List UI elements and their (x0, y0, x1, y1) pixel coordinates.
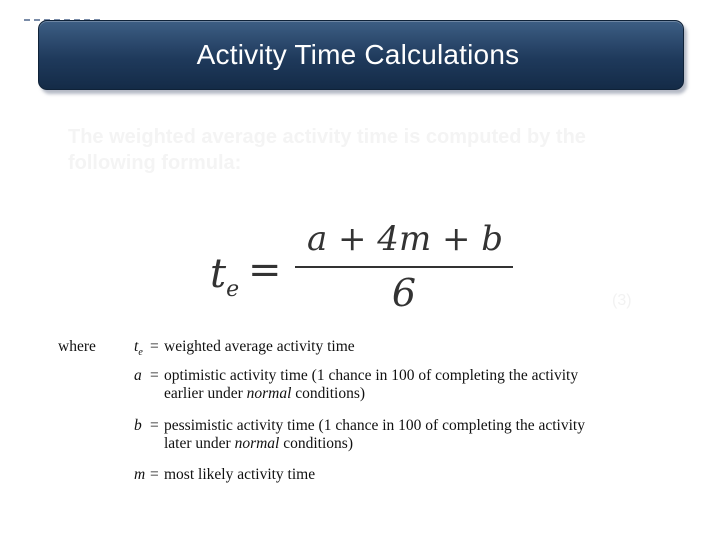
line-emphasis: normal (246, 385, 292, 402)
definition-symbol: a (134, 367, 142, 384)
formula-numerator: a + 4m + b (306, 219, 504, 259)
formula-denominator: 6 (391, 271, 417, 315)
line-emphasis: normal (234, 435, 280, 452)
definition-text (164, 367, 684, 403)
line-text: earlier under (164, 385, 247, 402)
definition-line: pessimistic activity time (1 chance in 100 of completing the activity (164, 417, 585, 434)
definition-text (164, 466, 684, 484)
definition-equals: = (150, 417, 159, 434)
formula-lhs-symbol: t (210, 251, 227, 297)
slide-title: Activity Time Calculations (196, 39, 520, 70)
line-text: conditions) (279, 435, 353, 452)
title-banner (38, 20, 684, 90)
fraction-bar (295, 266, 513, 268)
definition-line: optimistic activity time (1 chance in 100 of completing the activity (164, 367, 579, 384)
symbol-subscript: e (138, 347, 143, 359)
definition-equals: = (150, 338, 159, 355)
formula-lhs (210, 251, 239, 302)
definition-line-2 (164, 385, 684, 403)
definition-symbol (134, 338, 148, 358)
definition-symbol: m (134, 466, 146, 483)
symbol-letter: t (134, 338, 139, 355)
line-text: later under (164, 435, 235, 452)
definition-symbol: b (134, 417, 142, 434)
intro-text: The weighted average activity time is computed by the following formula: (68, 126, 586, 174)
where-label: where (58, 338, 96, 355)
definition-equals: = (150, 466, 159, 483)
formula-lhs-subscript: e (226, 277, 240, 302)
equation-number: (3) (612, 292, 632, 309)
definition-line-2 (164, 435, 684, 453)
definition-text (164, 338, 684, 356)
definition-line: weighted average activity time (164, 338, 355, 355)
line-text: conditions) (291, 385, 366, 402)
definition-line: most likely activity time (164, 466, 316, 483)
formula-equals: = (248, 247, 282, 293)
definition-text (164, 417, 684, 453)
weighted-average-formula (200, 215, 530, 325)
definition-equals: = (150, 367, 159, 384)
